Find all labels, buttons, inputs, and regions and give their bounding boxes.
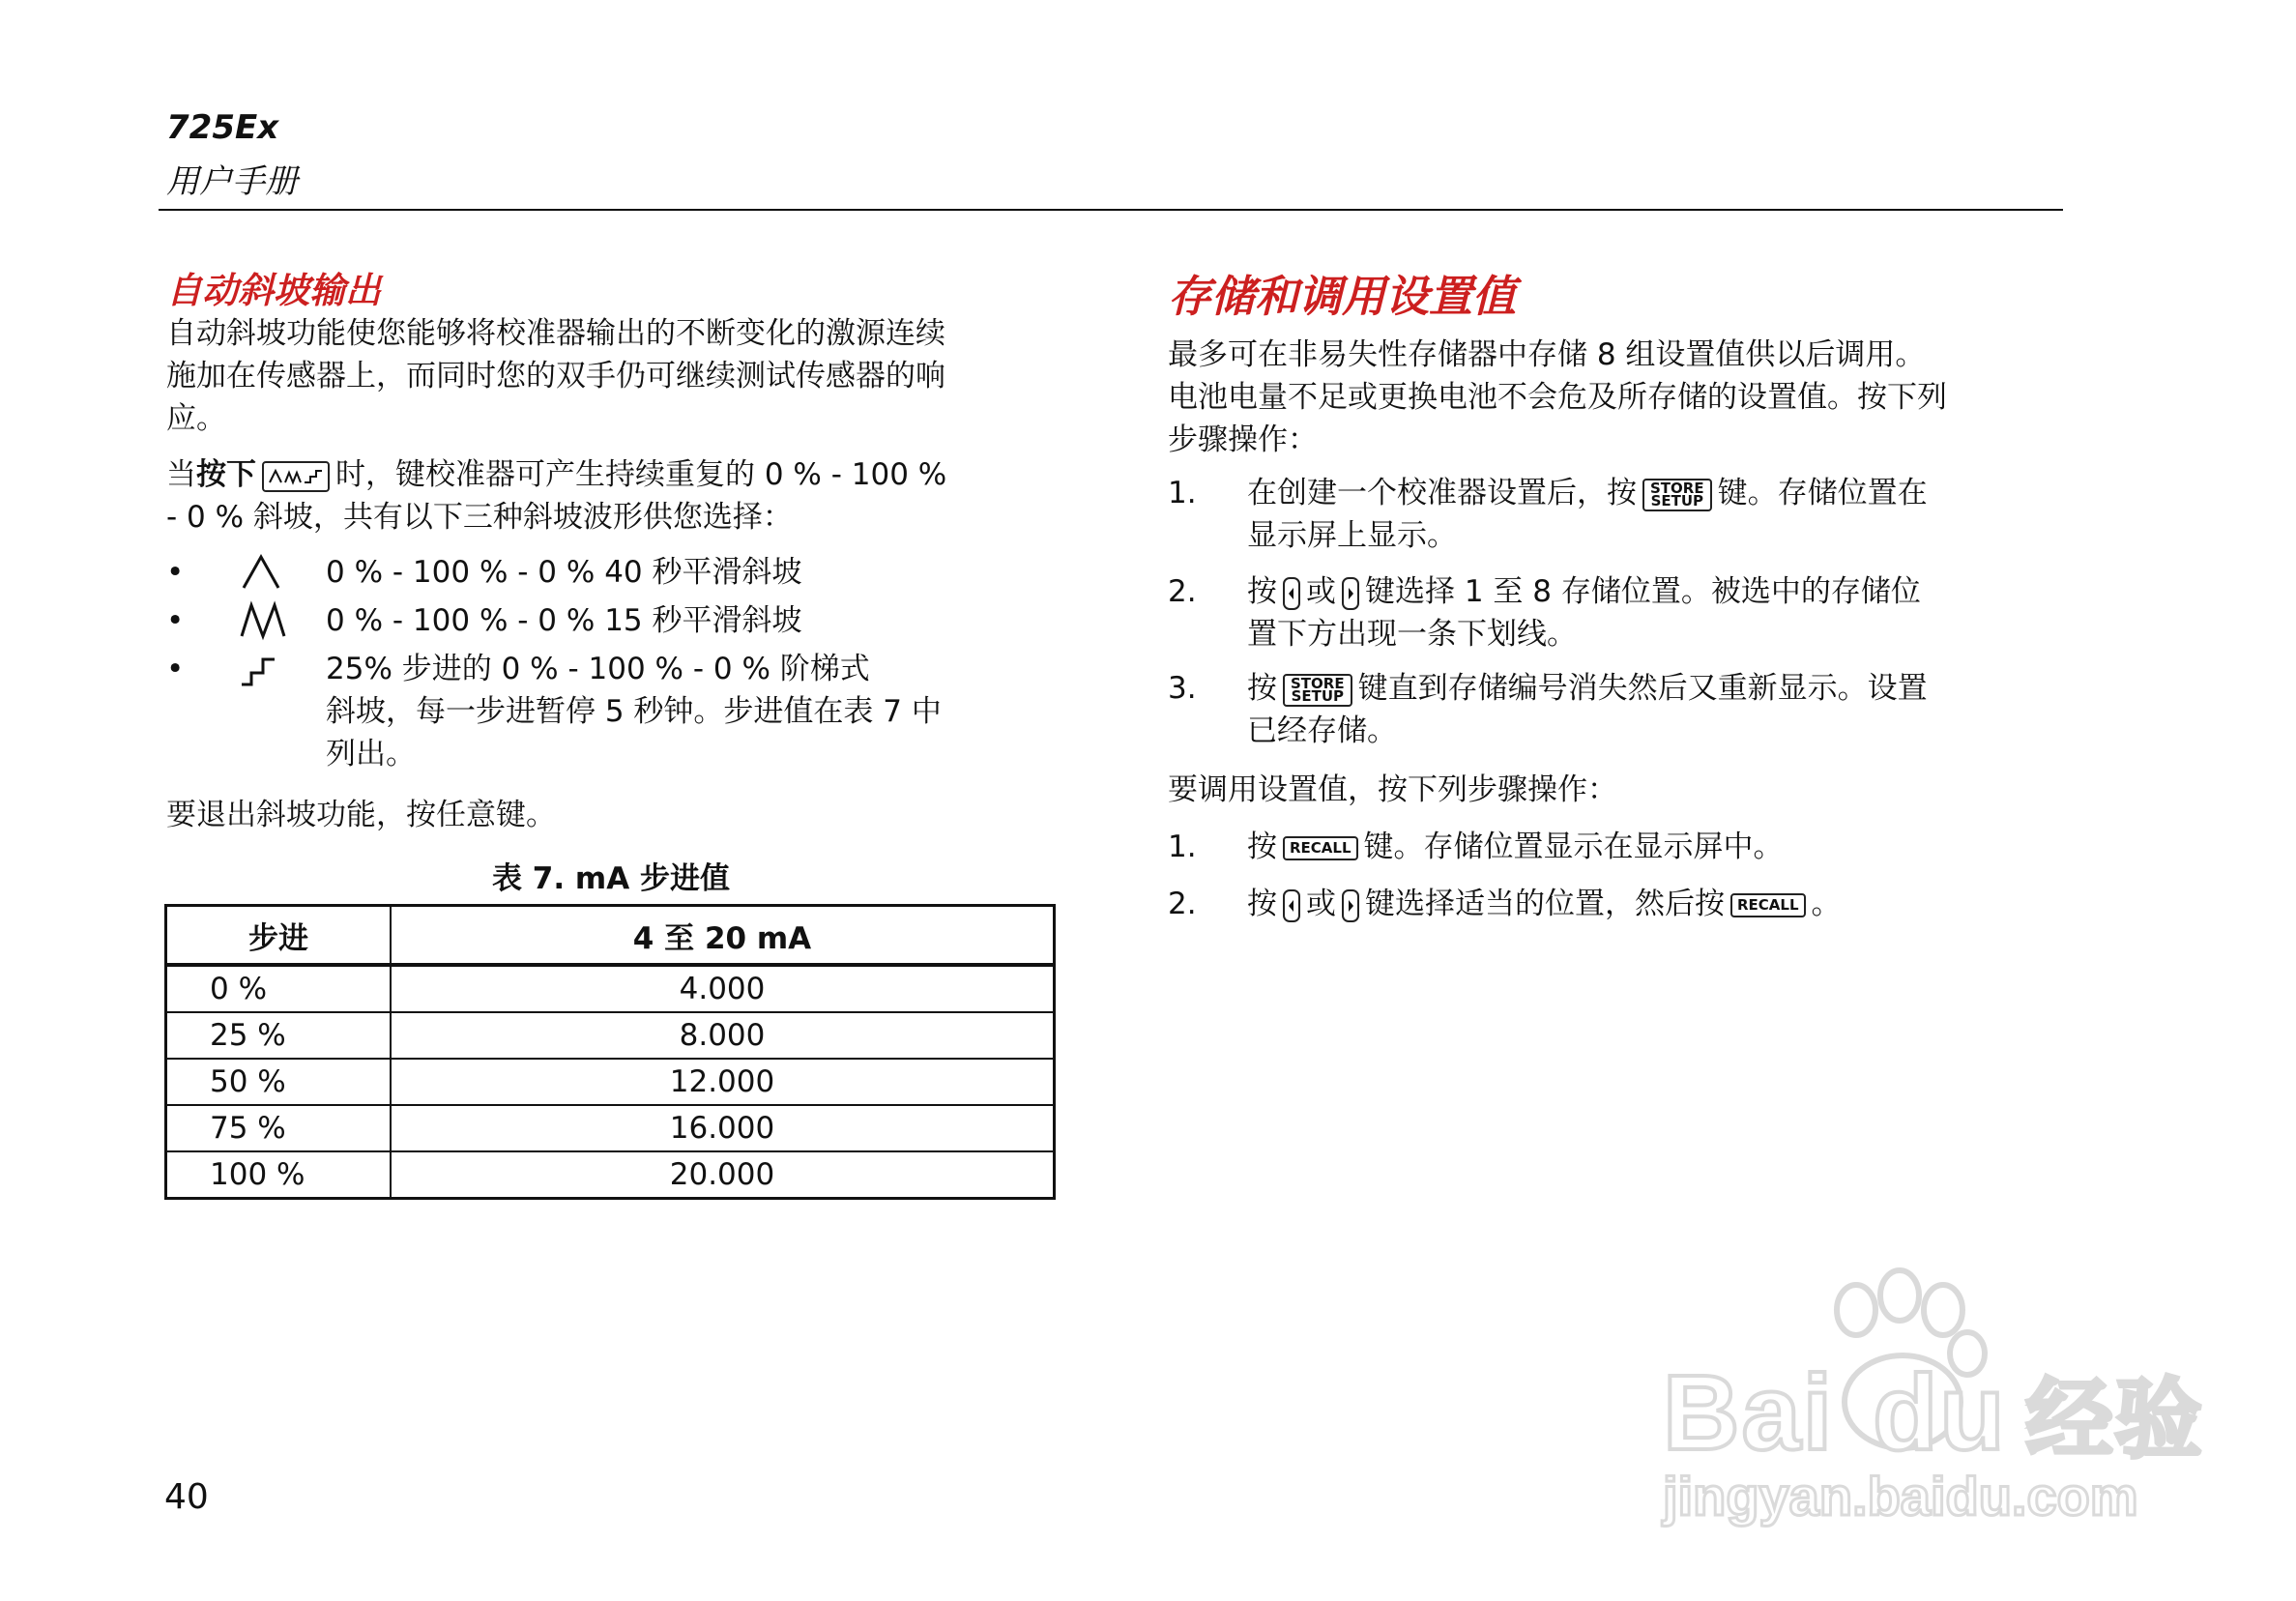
table-row bbox=[166, 1151, 1055, 1199]
watermark-brand: Bai du 经验 bbox=[1663, 1354, 2204, 1472]
table-cell-value: 8.000 bbox=[391, 1012, 1055, 1059]
step-mid: 或 bbox=[1306, 887, 1336, 921]
section-heading-auto-ramp: 自动斜坡输出 bbox=[166, 270, 381, 311]
list-item bbox=[166, 648, 1075, 783]
step-ramp-icon bbox=[234, 648, 292, 690]
slow-ramp-icon bbox=[234, 551, 292, 594]
right-arrow-key-icon bbox=[1342, 889, 1359, 922]
table-row bbox=[166, 1059, 1055, 1105]
table-header-row bbox=[166, 906, 1055, 966]
list-item bbox=[1168, 472, 2096, 559]
baidu-watermark bbox=[1643, 1257, 2204, 1528]
step-text bbox=[1247, 883, 2078, 925]
step-mid2: 键选择适当的位置，然后按 bbox=[1365, 887, 1725, 921]
table-cell-step: 75 % bbox=[166, 1105, 392, 1151]
step-pre: 按 bbox=[1247, 671, 1277, 706]
step-pre: 在创建一个校准器设置后，按 bbox=[1247, 476, 1637, 510]
store-setup-key-icon bbox=[1642, 479, 1712, 511]
left-arrow-key-icon bbox=[1283, 889, 1300, 922]
step-number: 3. bbox=[1168, 671, 1197, 706]
table-row bbox=[166, 965, 1055, 1012]
bullet-text: 0 % - 100 % - 0 % 40 秒平滑斜坡 bbox=[326, 555, 802, 590]
table-cell-step: 50 % bbox=[166, 1059, 392, 1105]
step-post: 键。存储位置在 显示屏上显示。 bbox=[1247, 476, 1928, 553]
step-text bbox=[1247, 826, 2078, 868]
list-item bbox=[1168, 667, 2096, 754]
store-recall-intro: 最多可在非易失性存储器中存储 8 组设置值供以后调用。 电池电量不足或更换电池不会危及所存储的设置值。按下列 步骤操作： bbox=[1168, 337, 1947, 457]
key-bottom: SETUP bbox=[1291, 686, 1345, 705]
watermark-url: jingyan.baidu.com bbox=[1663, 1466, 2138, 1527]
step-number: 2. bbox=[1168, 574, 1197, 609]
store-setup-key-icon bbox=[1283, 674, 1352, 707]
auto-ramp-intro: 自动斜坡功能使您能够将校准器输出的不断变化的激源连续 施加在传感器上，而同时您的双手仍可继续测试传感器的响 应。 bbox=[166, 316, 945, 436]
bullet-dot: • bbox=[166, 652, 185, 686]
list-item bbox=[1168, 826, 2096, 874]
fast-ramp-icon bbox=[234, 599, 302, 642]
step-pre: 按 bbox=[1247, 887, 1277, 921]
section-heading-store-recall: 存储和调用设置值 bbox=[1168, 271, 1517, 322]
bullet-dot: • bbox=[166, 603, 185, 638]
bullet-text: 25% 步进的 0 % - 100 % - 0 % 阶梯式 斜坡，每一步进暂停 5 秒钟。步进值在表 7 中 列出。 bbox=[326, 652, 942, 771]
ramp-bullet-list bbox=[166, 551, 1075, 783]
manual-subtitle: 用户手册 bbox=[166, 162, 298, 201]
right-arrow-key-icon bbox=[1342, 577, 1359, 610]
list-item bbox=[166, 599, 1075, 642]
step-number: 1. bbox=[1168, 476, 1197, 510]
table-header-ma: 4 至 20 mA bbox=[391, 906, 1055, 966]
press-prefix: 当 bbox=[166, 457, 196, 492]
recall-intro: 要调用设置值，按下列步骤操作： bbox=[1168, 772, 1617, 807]
table-cell-value: 20.000 bbox=[391, 1151, 1055, 1199]
left-arrow-key-icon bbox=[1283, 577, 1300, 610]
step-pre: 按 bbox=[1247, 574, 1277, 609]
step-post: 键选择 1 至 8 存储位置。被选中的存储位 置下方出现一条下划线。 bbox=[1247, 574, 1921, 652]
table-cell-value: 12.000 bbox=[391, 1059, 1055, 1105]
press-ramp-paragraph bbox=[166, 453, 1075, 539]
exit-ramp-text: 要退出斜坡功能，按任意键。 bbox=[166, 798, 556, 832]
table-header-step: 步进 bbox=[166, 906, 392, 966]
table-row bbox=[166, 1105, 1055, 1151]
table-cell-step: 0 % bbox=[166, 965, 392, 1012]
key-bottom: SETUP bbox=[1650, 491, 1704, 509]
ramp-key-icon bbox=[262, 461, 330, 492]
step-number: 2. bbox=[1168, 887, 1197, 921]
table-cell-value: 16.000 bbox=[391, 1105, 1055, 1151]
press-bold: 按下 bbox=[196, 457, 256, 492]
ma-step-table bbox=[164, 904, 1056, 1200]
step-number: 1. bbox=[1168, 830, 1197, 864]
recall-key-icon: RECALL bbox=[1730, 893, 1806, 917]
table-cell-step: 100 % bbox=[166, 1151, 392, 1199]
manual-model: 725Ex bbox=[166, 108, 279, 147]
step-pre: 按 bbox=[1247, 830, 1277, 864]
key-top: STORE bbox=[1291, 674, 1345, 692]
list-item bbox=[1168, 570, 2096, 657]
bullet-dot: • bbox=[166, 555, 185, 590]
press-rest-line2: - 0 % 斜坡，共有以下三种斜坡波形供您选择： bbox=[166, 500, 793, 535]
step-text bbox=[1247, 667, 2078, 752]
page-number: 40 bbox=[164, 1477, 209, 1517]
table-row bbox=[166, 1012, 1055, 1059]
table-caption: 表 7. mA 步进值 bbox=[491, 861, 731, 896]
key-top: STORE bbox=[1650, 479, 1704, 497]
step-text bbox=[1247, 472, 2078, 557]
step-post: 键。存储位置显示在显示屏中。 bbox=[1363, 830, 1784, 864]
recall-key-icon: RECALL bbox=[1283, 836, 1358, 860]
header-divider bbox=[159, 209, 2063, 211]
table-cell-step: 25 % bbox=[166, 1012, 392, 1059]
table-cell-value: 4.000 bbox=[391, 965, 1055, 1012]
step-text bbox=[1247, 570, 2078, 655]
step-post: 键直到存储编号消失然后又重新显示。设置 已经存储。 bbox=[1247, 671, 1928, 748]
list-item bbox=[1168, 883, 2096, 931]
bullet-text: 0 % - 100 % - 0 % 15 秒平滑斜坡 bbox=[326, 603, 802, 638]
step-post: 。 bbox=[1811, 887, 1842, 921]
list-item bbox=[166, 551, 1075, 594]
press-rest-line1: 时，键校准器可产生持续重复的 0 % - 100 % bbox=[335, 457, 947, 492]
step-mid: 或 bbox=[1306, 574, 1336, 609]
